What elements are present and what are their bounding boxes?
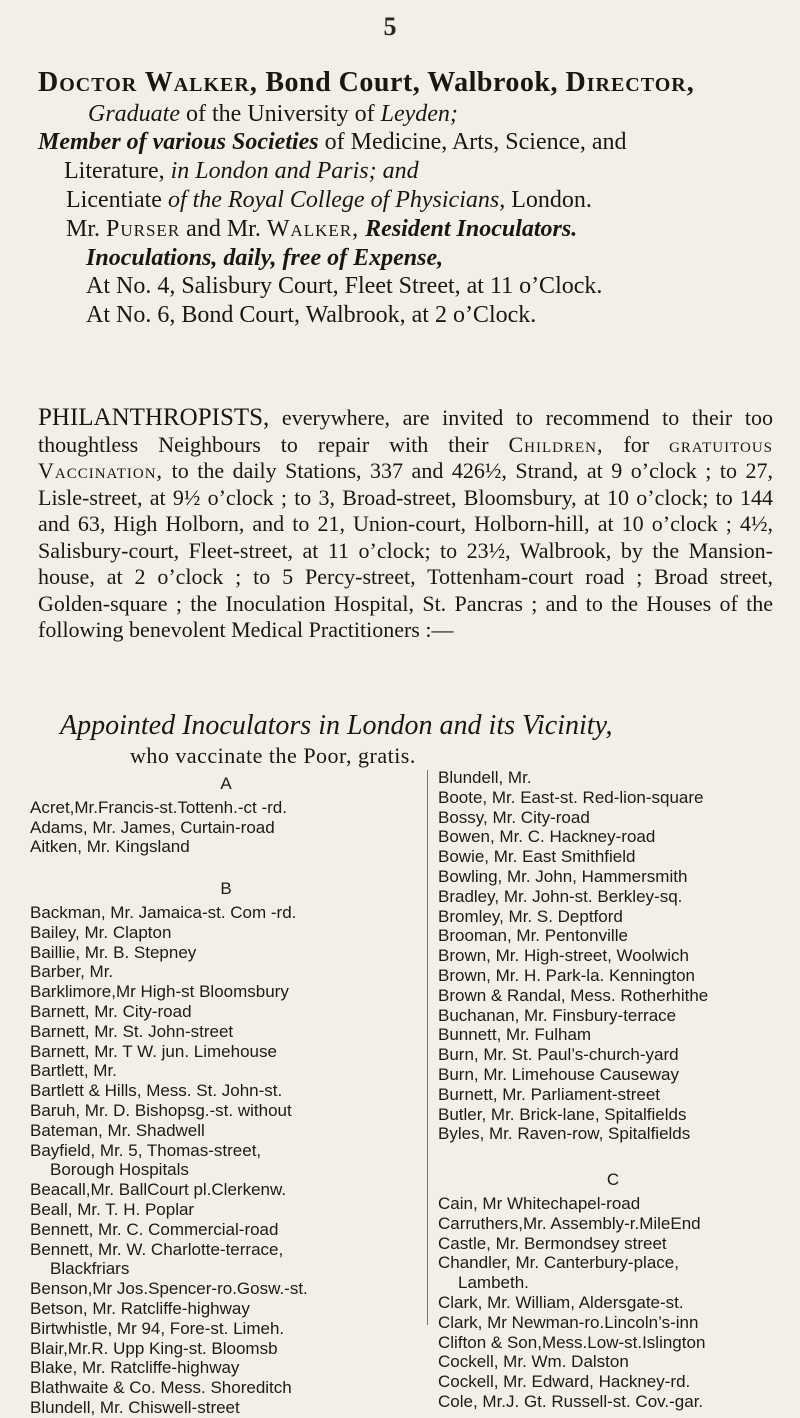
list-item: Backman, Mr. Jamaica-st. Com -rd. [30, 902, 297, 922]
a-entries [30, 798, 422, 857]
para-text-4: to the daily Stations, 337 and 426½, Strand, at 9 o’clock ; to 27, Lisle-street, at 9½ o’clock ; to 3, Broad-street, Bloomsbury, at 10 o’clock; to 144 and 63, High Holborn, and to 21, Union-court, Holborn-hill, at 10 o’clock ; 4½, Salisbury-court, Fleet-street, at 11 o’clock; to 23½, Walbrook, by the Mansion-house, at 2 o’clock ; to 5 Percy-street, Tottenham-court road ; Broad street, Golden-square ; the Inoculation Hospital, St. Pancras ; and to the Houses of the following benevolent Medical Practitioners :— [38, 458, 773, 642]
column-divider [427, 770, 428, 1325]
list-item: Baillie, Mr. B. Stepney [30, 942, 197, 962]
section-title: Appointed Inoculators in London and its Vicinity, [60, 710, 613, 741]
list-item: Barnett, Mr. City-road [30, 1001, 192, 1021]
leyden-word: Leyden; [380, 100, 458, 127]
list-item: Birtwhistle, Mr 94, Fore-st. Limeh. [30, 1318, 285, 1338]
list-item: Baruh, Mr. D. Bishopsg.-st. without [30, 1100, 292, 1120]
list-item: Boote, Mr. East-st. Red-lion-square [438, 787, 704, 807]
left-column [30, 768, 422, 1418]
list-item: Castle, Mr. Bermondsey street [438, 1233, 667, 1253]
list-item: Blake, Mr. Ratcliffe-highway [30, 1358, 240, 1378]
purser-name: Purser [106, 215, 181, 242]
list-item: Barklimore,Mr High-st Bloomsbury [30, 982, 289, 1002]
vaccination-word: Vaccination, [38, 458, 164, 483]
london-paris: in London and Paris; and [170, 158, 419, 185]
licentiate-line [38, 186, 778, 215]
para-text-1: everywhere, are invited to recommend to their too thoughtless Neighbours to repair with their [38, 405, 773, 457]
list-item: Byles, Mr. Raven-row, Spitalfields [438, 1124, 691, 1144]
graduate-line [38, 100, 778, 129]
station-bond-court: At No. 6, Bond Court, Walbrook, at 2 o’Clock. [86, 302, 537, 329]
list-item: Chandler, Mr. Canterbury-place, [438, 1253, 679, 1273]
walker-name: Walker, [266, 215, 360, 242]
list-item: Blair,Mr.R. Upp King-st. Bloomsb [30, 1338, 278, 1358]
list-item: Buchanan, Mr. Finsbury-terrace [438, 1005, 677, 1025]
list-item: Bossy, Mr. City-road [438, 807, 590, 827]
letter-b-heading: B [220, 879, 232, 899]
list-item: Borough Hospitals [50, 1160, 189, 1180]
b-entries-right [438, 768, 788, 1144]
list-item: Clifton & Son,Mess.Low-st.Islington [438, 1332, 706, 1352]
resident-inoculators: Resident Inoculators. [359, 215, 578, 242]
inoculations-free: Inoculations, daily, free of Expense, [86, 244, 444, 271]
list-item: Burn, Mr. Limehouse Causeway [438, 1064, 679, 1084]
list-item: Barnett, Mr. T W. jun. Limehouse [30, 1041, 277, 1061]
list-item: Bennett, Mr. W. Charlotte-terrace, [30, 1239, 284, 1259]
letter-a-heading: A [220, 774, 232, 793]
list-item: Bowling, Mr. John, Hammersmith [438, 866, 688, 886]
list-item: Cockell, Mr. Edward, Hackney-rd. [438, 1372, 691, 1392]
list-item: Bayfield, Mr. 5, Thomas-street, [30, 1140, 262, 1160]
inoculators-line [38, 215, 778, 244]
list-item: Brown, Mr. H. Park-la. Kennington [438, 965, 696, 985]
list-item: Burn, Mr. St. Paul’s-church-yard [438, 1045, 679, 1065]
b-entries-left [30, 903, 422, 1418]
inoculations-line [38, 244, 778, 273]
list-item: Bowie, Mr. East Smithfield [438, 847, 636, 867]
member-line [38, 128, 778, 157]
list-item: Bartlett & Hills, Mess. St. John-st. [30, 1081, 283, 1101]
philanthropists-paragraph [38, 405, 773, 644]
right-column [438, 768, 788, 1412]
list-item: Blundell, Mr. [438, 768, 532, 787]
list-item: Beall, Mr. T. H. Poplar [30, 1199, 195, 1219]
list-item: Blackfriars [50, 1259, 130, 1279]
station-salisbury: At No. 4, Salisbury Court, Fleet Street, at 11 o’Clock. [86, 273, 603, 300]
list-item: Cole, Mr.J. Gt. Russell-st. Cov.-gar. [438, 1391, 704, 1411]
list-item: Aitken, Mr. Kingsland [30, 837, 190, 857]
letter-c-heading: C [606, 1170, 620, 1190]
director-address: Bond Court, Walbrook, [257, 67, 566, 98]
member-phrase: Member of various Societies [38, 129, 319, 156]
list-item: Clark, Mr Newman-ro.Lincoln’s-inn [438, 1312, 699, 1332]
list-item: Barber, Mr. [30, 962, 114, 982]
c-entries [438, 1194, 788, 1412]
list-item: Cain, Mr Whitechapel-road [438, 1193, 641, 1213]
list-item: Lambeth. [458, 1273, 529, 1293]
licentiate-word: Licentiate [66, 186, 168, 213]
licentiate-london: London. [505, 186, 592, 213]
list-item: Blundell, Mr. Chiswell-street [30, 1397, 240, 1417]
list-item: Brooman, Mr. Pentonville [438, 926, 628, 946]
doctor-walker: Doctor Walker, [38, 67, 258, 98]
and-mr: and Mr. [180, 215, 267, 242]
list-item: Adams, Mr. James, Curtain-road [30, 817, 275, 837]
list-item: Bennett, Mr. C. Commercial-road [30, 1219, 279, 1239]
list-item: Benson,Mr Jos.Spencer-ro.Gosw.-st. [30, 1279, 308, 1299]
royal-college: of the Royal College of Physicians, [167, 186, 506, 213]
header-block [38, 66, 778, 330]
member-subjects: of Medicine, Arts, Science, and [318, 129, 627, 156]
list-item: Bateman, Mr. Shadwell [30, 1120, 205, 1140]
page-number: 5 [383, 12, 397, 41]
list-item: Bradley, Mr. John-st. Berkley-sq. [438, 886, 683, 906]
list-item: Bailey, Mr. Clapton [30, 922, 172, 942]
section-subtitle: who vaccinate the Poor, gratis. [130, 743, 416, 768]
list-item: Betson, Mr. Ratcliffe-highway [30, 1298, 250, 1318]
list-item: Bowen, Mr. C. Hackney-road [438, 827, 656, 847]
literature-line [38, 157, 778, 186]
list-item: Bromley, Mr. S. Deptford [438, 906, 623, 926]
mr-1: Mr. [66, 215, 107, 242]
director-title: Director, [565, 67, 695, 98]
director-line [38, 66, 778, 100]
list-item: Acret,Mr.Francis-st.Tottenh.-ct -rd. [30, 797, 287, 817]
philanthropists-lead: PHILANTHROPISTS, [38, 404, 270, 431]
list-item: Brown, Mr. High-street, Woolwich [438, 946, 689, 966]
list-item: Butler, Mr. Brick-lane, Spitalfields [438, 1104, 687, 1124]
list-item: Carruthers,Mr. Assembly-r.MileEnd [438, 1213, 701, 1233]
list-item: Cockell, Mr. Wm. Dalston [438, 1352, 629, 1372]
gratuitous-word: gratuitous [669, 431, 773, 457]
list-item: Brown & Randal, Mess. Rotherhithe [438, 985, 709, 1005]
literature-word: Literature, [64, 158, 171, 185]
graduate-word: Graduate [88, 100, 180, 127]
list-item: Burnett, Mr. Parliament-street [438, 1084, 661, 1104]
list-item: Clark, Mr. William, Aldersgate-st. [438, 1292, 684, 1312]
children-word: Children, [508, 431, 604, 457]
list-item: Barnett, Mr. St. John-street [30, 1021, 234, 1041]
para-text-2: for [603, 431, 670, 457]
graduate-of: of the University of [180, 100, 381, 127]
list-item: Bunnett, Mr. Fulham [438, 1025, 592, 1045]
list-item: Blathwaite & Co. Mess. Shoreditch [30, 1378, 292, 1398]
list-item: Bartlett, Mr. [30, 1061, 117, 1081]
list-item: Beacall,Mr. BallCourt pl.Clerkenw. [30, 1180, 287, 1200]
